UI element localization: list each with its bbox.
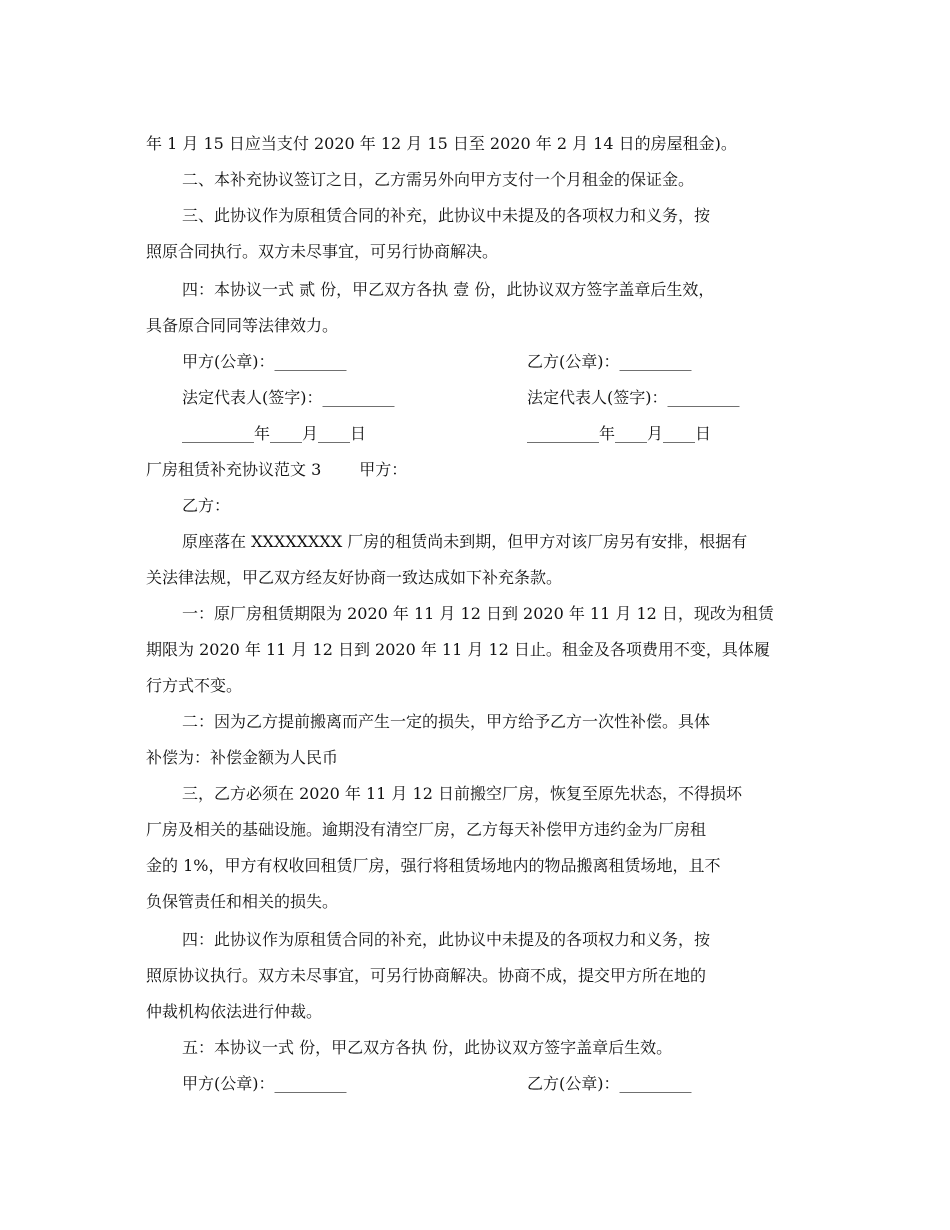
party-b-seal-line: 乙方(公章)：_________	[527, 1074, 692, 1093]
paragraph-line: 原座落在 XXXXXXXX 厂房的租赁尚未到期，但甲方对该厂房另有安排，根据有	[182, 532, 748, 551]
paragraph-line: 五：本协议一式 份，甲乙双方各执 份，此协议双方签字盖章后生效。	[182, 1038, 673, 1057]
party-a-seal-line: 甲方(公章)：_________	[182, 1074, 347, 1093]
party-b-date-line: _________年____月____日	[527, 424, 712, 443]
paragraph-line: 二：因为乙方提前搬离而产生一定的损失，甲方给予乙方一次性补偿。具体	[182, 712, 711, 731]
section-title: 厂房租赁补充协议范文 3	[146, 460, 322, 479]
paragraph-line: 补偿为：补偿金额为人民币	[146, 748, 339, 767]
party-b-seal-line: 乙方(公章)：_________	[527, 352, 692, 371]
section-title-row	[146, 460, 407, 482]
paragraph-line: 期限为 2020 年 11 月 12 日到 2020 年 11 月 12 日止。租金及各项费用不变，具体履	[146, 640, 770, 659]
paragraph-line: 具备原合同同等法律效力。	[146, 316, 339, 335]
paragraph-line: 一：原厂房租赁期限为 2020 年 11 月 12 日到 2020 年 11 月 12 日，现改为租赁	[182, 604, 774, 623]
party-a-date-line: _________年____月____日	[182, 424, 367, 443]
party-a-rep-line: 法定代表人(签字)：_________	[182, 388, 395, 407]
paragraph-line: 厂房及相关的基础设施。逾期没有清空厂房，乙方每天补偿甲方违约金为厂房租	[146, 820, 707, 839]
paragraph-line: 照原协议执行。双方未尽事宜，可另行协商解决。协商不成，提交甲方所在地的	[146, 966, 707, 985]
paragraph-line: 三、此协议作为原租赁合同的补充，此协议中未提及的各项权力和义务，按	[182, 206, 711, 225]
paragraph-line: 三，乙方必须在 2020 年 11 月 12 日前搬空厂房，恢复至原先状态，不得损坏	[182, 784, 742, 803]
party-b-label: 乙方：	[182, 496, 231, 515]
paragraph-line: 四：本协议一式 贰 份，甲乙双方各执 壹 份，此协议双方签字盖章后生效，	[182, 280, 715, 299]
paragraph-line: 四：此协议作为原租赁合同的补充，此协议中未提及的各项权力和义务，按	[182, 930, 711, 949]
paragraph-line: 关法律法规，甲乙双方经友好协商一致达成如下补充条款。	[146, 568, 563, 587]
party-b-rep-line: 法定代表人(签字)：_________	[527, 388, 740, 407]
paragraph-line: 行方式不变。	[146, 676, 243, 695]
party-a-label: 甲方：	[359, 460, 408, 479]
paragraph-line: 年 1 月 15 日应当支付 2020 年 12 月 15 日至 2020 年 2 月 14 日的房屋租金)。	[146, 134, 737, 153]
paragraph-line: 负保管责任和相关的损失。	[146, 892, 339, 911]
paragraph-line: 金的 1%，甲方有权收回租赁厂房，强行将租赁场地内的物品搬离租赁场地，且不	[146, 856, 721, 875]
party-a-seal-line: 甲方(公章)：_________	[182, 352, 347, 371]
paragraph-line: 二、本补充协议签订之日，乙方需另外向甲方支付一个月租金的保证金。	[182, 170, 695, 189]
paragraph-line: 仲裁机构依法进行仲裁。	[146, 1002, 323, 1021]
paragraph-line: 照原合同执行。双方未尽事宜，可另行协商解决。	[146, 242, 499, 261]
